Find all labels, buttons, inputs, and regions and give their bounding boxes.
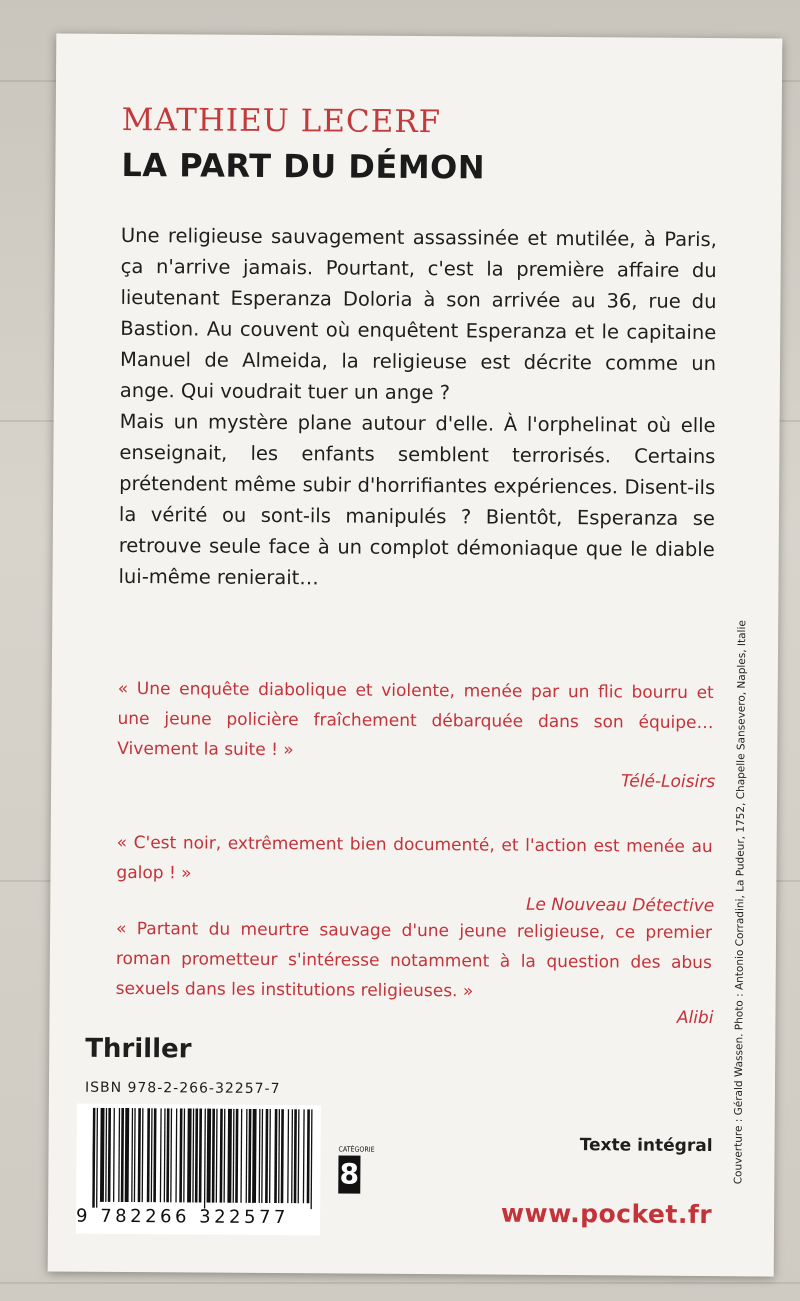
category-label: CATÉGORIE	[338, 1145, 375, 1154]
barcode-digits: 9 782266 322577	[76, 1205, 289, 1229]
barcode-bar	[311, 1109, 313, 1209]
press-quote-source: Alibi	[676, 1007, 714, 1029]
publisher-website: www.pocket.fr	[500, 1198, 713, 1230]
isbn: ISBN 978-2-266-32257-7	[84, 1079, 281, 1098]
barcode-bar	[199, 1109, 202, 1203]
barcode-bar	[192, 1108, 194, 1202]
barcode-bar	[212, 1109, 215, 1203]
integral-text-label: Texte intégral	[579, 1135, 713, 1157]
barcode-bar	[183, 1108, 185, 1202]
barcode-bar	[287, 1109, 289, 1203]
barcode-bar	[261, 1109, 263, 1203]
barcode-bar	[142, 1108, 144, 1202]
cover-credit: Couverture : Gérald Wassen. Photo : Antonio Corradini, La Pudeur, 1752, Chapelle Sansevero, Naples, Italie	[732, 620, 749, 1185]
press-quote-source: Le Nouveau Détective	[525, 894, 715, 917]
barcode-bar	[298, 1109, 300, 1203]
barcode-bar	[100, 1108, 105, 1202]
barcode-bar	[164, 1108, 166, 1202]
barcode-bar	[153, 1108, 156, 1202]
book-back-cover	[48, 33, 783, 1276]
barcode-bar	[294, 1109, 297, 1203]
barcode-bar	[175, 1108, 177, 1202]
author-name: MATHIEU LECERF	[121, 101, 442, 141]
barcode-bar	[216, 1109, 218, 1203]
barcode-bar	[134, 1108, 136, 1202]
barcode-bar	[187, 1108, 192, 1202]
category-number: 8	[338, 1155, 360, 1193]
barcode-bars	[92, 1108, 319, 1210]
barcode-bar	[291, 1109, 293, 1203]
barcode-bar	[160, 1108, 162, 1202]
barcode-bar	[108, 1108, 111, 1202]
barcode-bar	[281, 1109, 284, 1203]
barcode-bar	[235, 1109, 238, 1203]
barcode-bar	[227, 1109, 232, 1203]
barcode-bar	[166, 1108, 169, 1202]
barcode-bar	[96, 1108, 98, 1208]
barcode-bar	[121, 1108, 124, 1202]
barcode-bar	[131, 1108, 133, 1202]
barcode-bar	[147, 1108, 150, 1202]
barcode-bar	[259, 1109, 261, 1203]
barcode-bar	[170, 1108, 172, 1202]
barcode-bar	[265, 1109, 268, 1203]
genre-label: Thriller	[85, 1033, 192, 1065]
barcode-bar	[246, 1109, 248, 1203]
barcode-bar	[307, 1109, 310, 1203]
press-quote: « Partant du meurtre sauvage d'une jeune religieuse, ce premier roman prometteur s'intéresse notamment à la question des abus sexuels dans les institutions religieuses. »	[115, 918, 713, 1002]
barcode	[76, 1104, 321, 1236]
barcode-bar	[151, 1108, 153, 1202]
category-badge	[338, 1145, 375, 1207]
barcode-bar	[303, 1109, 305, 1203]
barcode-bar	[195, 1108, 198, 1202]
barcode-bar	[113, 1108, 115, 1202]
barcode-bar	[278, 1109, 280, 1203]
barcode-bar	[223, 1109, 225, 1203]
barcode-bar	[252, 1109, 257, 1203]
barcode-bar	[125, 1108, 130, 1202]
barcode-bar	[233, 1109, 235, 1203]
barcode-bar	[92, 1108, 95, 1208]
barcode-bar	[179, 1108, 182, 1202]
barcode-bar	[269, 1109, 271, 1203]
barcode-bar	[240, 1109, 242, 1203]
barcode-bar	[274, 1109, 277, 1203]
book-title: LA PART DU DÉMON	[121, 145, 486, 187]
barcode-bar	[118, 1108, 120, 1202]
press-quote: « C'est noir, extrêmement bien documenté, et l'action est menée au galop ! »	[116, 832, 713, 884]
barcode-bar	[220, 1109, 223, 1203]
press-quote-source: Télé-Loisirs	[620, 771, 716, 793]
barcode-bar	[248, 1109, 251, 1203]
barcode-bar	[138, 1108, 141, 1202]
press-quote: « Une enquête diabolique et violente, menée par un flic bourru et une jeune policière fraîchement débarquée dans son équipe… Vivement la suite ! »	[117, 678, 714, 761]
barcode-bar	[105, 1108, 107, 1202]
barcode-bar	[204, 1109, 206, 1209]
synopsis: Une religieuse sauvagement assassinée et mutilée, à Paris, ça n'arrive jamais. Pourtant, c'est la première affaire du lieutenant Esperanza Doloria à son arrivée au 36, rue du Bastion. Au couvent où enquêtent Esperanza et le capitaine Manuel de Almeida, la religieuse est décrite comme un ange. Qui voudrait tuer un ange ? Mais un mystère plane autour d'elle. À l'orphelinat où elle enseignait, les enfants semblent terrorisés. Certains prétendent même subir d'horrifiantes expériences. Disent-ils la vérité ou sont-ils manipulés ? Bientôt, Esperanza se retrouve seule face à un complot démoniaque que le diable lui-même renierait…	[118, 223, 717, 590]
barcode-bar	[207, 1109, 212, 1203]
